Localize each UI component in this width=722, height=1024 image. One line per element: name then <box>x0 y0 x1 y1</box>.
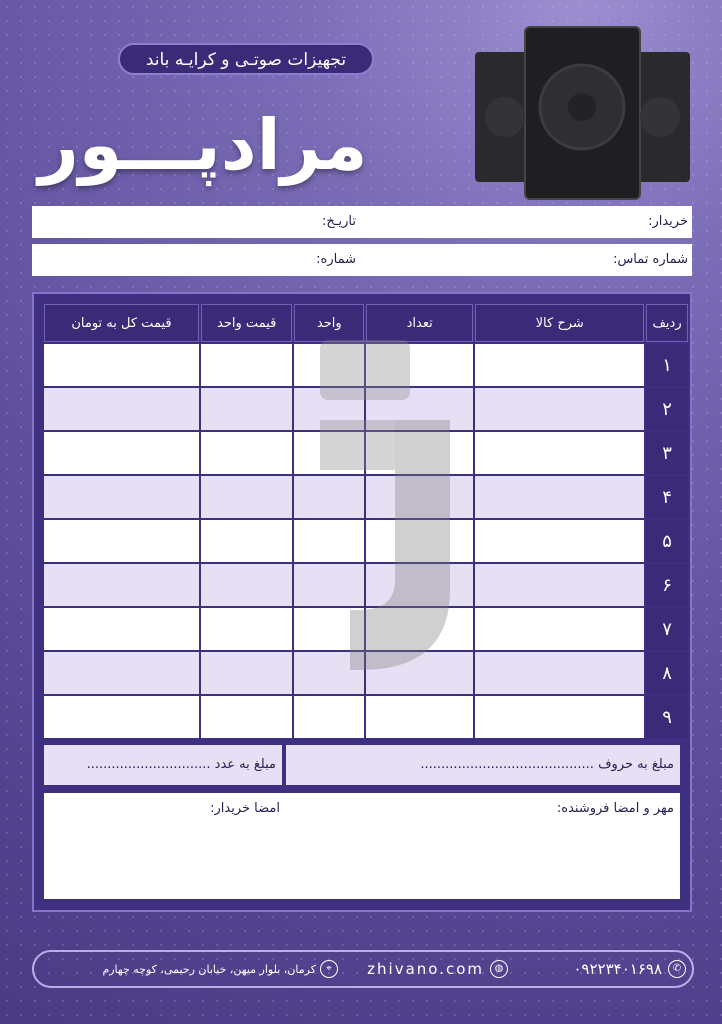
cell[interactable] <box>44 696 199 738</box>
amount-in-digits-label: مبلغ به عدد .............................. <box>86 757 276 772</box>
col-unit-price-header: قیمت واحد <box>201 304 292 342</box>
date-label: تاریـخ: <box>321 214 356 229</box>
number-label: شماره: <box>316 252 356 267</box>
footer-address: کرمان، بلوار میهن، خیابان رحیمی، کوچه چهارم <box>102 963 316 976</box>
cell[interactable] <box>475 388 644 430</box>
buyer-label: خریدار: <box>648 214 688 229</box>
row-number: ۴ <box>646 476 688 518</box>
totals-row <box>44 745 680 785</box>
cell[interactable] <box>44 564 199 606</box>
brand-name: مرادپـــور <box>38 104 368 186</box>
cell[interactable] <box>475 344 644 386</box>
amount-in-words-label: مبلغ به حروف .......................................... <box>420 757 674 772</box>
cell[interactable] <box>201 344 292 386</box>
amount-in-words <box>286 745 680 785</box>
cell[interactable] <box>201 696 292 738</box>
row-number: ۳ <box>646 432 688 474</box>
cell[interactable] <box>201 608 292 650</box>
col-total-price-header: قیمت کل به تومان <box>44 304 199 342</box>
cell[interactable] <box>201 432 292 474</box>
cell[interactable] <box>475 432 644 474</box>
cell[interactable] <box>475 696 644 738</box>
tagline-badge: تجهیزات صوتـی و کرایـه باند <box>118 43 374 75</box>
cell[interactable] <box>475 608 644 650</box>
cell[interactable] <box>44 432 199 474</box>
speaker-image <box>470 22 695 202</box>
row-number: ۷ <box>646 608 688 650</box>
cell[interactable] <box>201 476 292 518</box>
footer-website: zhivano.com <box>367 960 484 978</box>
phone-number-row <box>32 244 692 276</box>
cell[interactable] <box>44 344 199 386</box>
col-quantity-header: تعداد <box>366 304 473 342</box>
cell[interactable] <box>44 652 199 694</box>
cell[interactable] <box>201 564 292 606</box>
col-unit-header: واحد <box>294 304 364 342</box>
cell[interactable] <box>475 476 644 518</box>
table-header-row <box>44 304 688 342</box>
cell[interactable] <box>44 388 199 430</box>
amount-in-digits <box>44 745 282 785</box>
cell[interactable] <box>44 520 199 562</box>
col-description-header: شرح کالا <box>475 304 644 342</box>
cell[interactable] <box>475 520 644 562</box>
table-row <box>44 696 688 738</box>
globe-icon: ◍ <box>490 960 508 978</box>
watermark-logo <box>300 340 480 700</box>
col-row-header: ردیف <box>646 304 688 342</box>
cell[interactable] <box>201 652 292 694</box>
location-pin-icon: ⌖ <box>320 960 338 978</box>
cell[interactable] <box>44 608 199 650</box>
cell[interactable] <box>201 388 292 430</box>
contact-footer <box>32 950 694 988</box>
cell[interactable] <box>44 476 199 518</box>
cell[interactable] <box>366 696 473 738</box>
row-number: ۸ <box>646 652 688 694</box>
buyer-signature-label: امضا خریدار: <box>210 801 280 816</box>
cell[interactable] <box>201 520 292 562</box>
phone-icon: ✆ <box>668 960 686 978</box>
cell[interactable] <box>475 652 644 694</box>
footer-phone: ۰۹۲۲۳۴۰۱۶۹۸ <box>573 960 662 978</box>
signature-area <box>44 793 680 899</box>
phone-label: شماره تماس: <box>613 252 688 267</box>
row-number: ۱ <box>646 344 688 386</box>
row-number: ۵ <box>646 520 688 562</box>
buyer-date-row <box>32 206 692 238</box>
row-number: ۶ <box>646 564 688 606</box>
row-number: ۹ <box>646 696 688 738</box>
cell[interactable] <box>475 564 644 606</box>
row-number: ۲ <box>646 388 688 430</box>
seller-signature-label: مهر و امضا فروشنده: <box>556 801 674 816</box>
cell[interactable] <box>294 696 364 738</box>
